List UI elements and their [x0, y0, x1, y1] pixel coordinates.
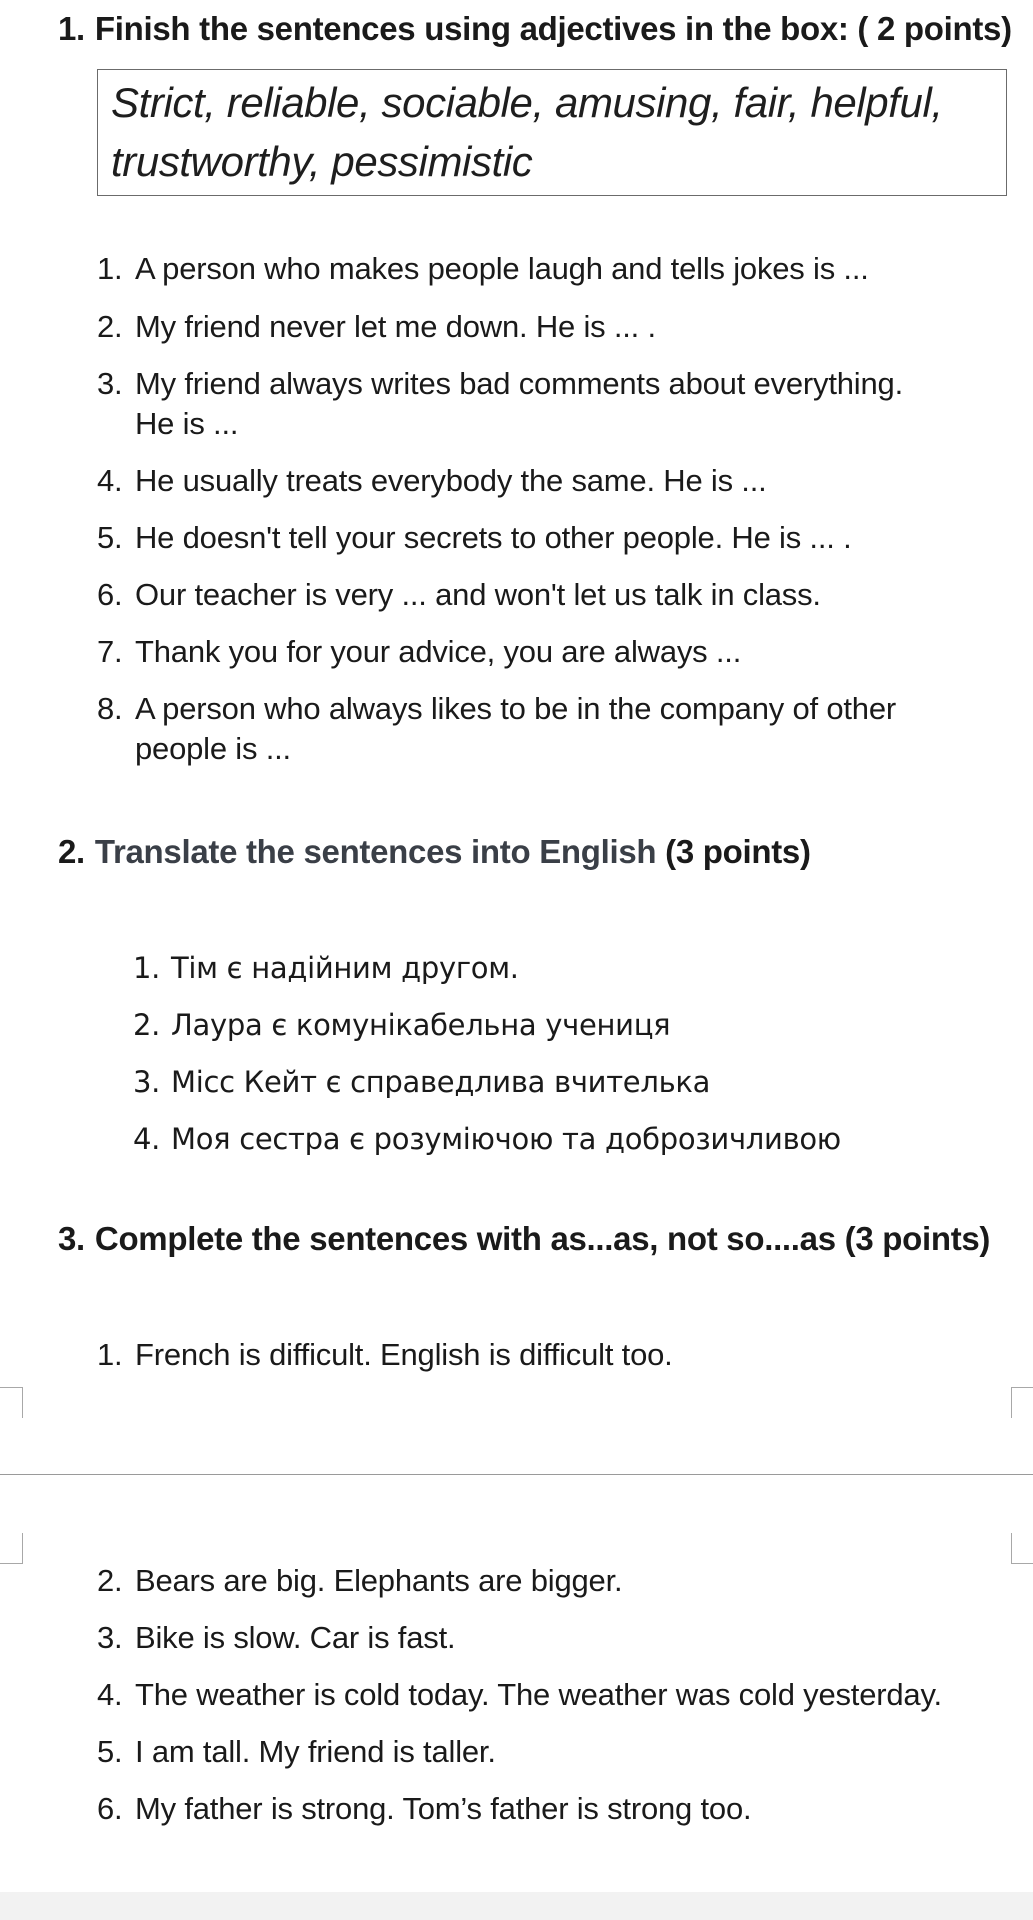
s3-item-4-number: 4. [97, 1677, 123, 1712]
s2-item-3 [133, 1062, 710, 1102]
s3-item-5-number: 5. [97, 1734, 123, 1769]
s3-item-5 [97, 1732, 496, 1772]
s3-item-1-number: 1. [97, 1337, 123, 1372]
s1-item-8-text-continued: people is ... [135, 731, 291, 766]
page-corner-mark-top-right [1011, 1387, 1033, 1418]
section-1-title: Finish the sentences using adjectives in the box: ( 2 points) [94, 10, 1012, 47]
section-2-title: Translate the sentences into English [94, 833, 657, 870]
s2-item-4-text: Моя сестра є розуміючою та доброзичливою [171, 1122, 841, 1156]
s2-item-2 [133, 1005, 670, 1045]
word-box-text: Strict, reliable, sociable, amusing, fair, helpful, trustworthy, pessimistic [111, 79, 943, 185]
s3-item-4 [97, 1675, 942, 1715]
s2-item-2-number: 2. [133, 1008, 161, 1042]
s3-item-4-text: The weather is cold today. The weather was cold yesterday. [135, 1677, 942, 1712]
s2-item-3-number: 3. [133, 1065, 161, 1099]
s3-item-6 [97, 1789, 751, 1829]
s3-item-2-text: Bears are big. Elephants are bigger. [135, 1563, 623, 1598]
page-break-divider [0, 1474, 1033, 1475]
s1-item-3 [97, 364, 903, 444]
s1-item-6-text: Our teacher is very ... and won't let us talk in class. [135, 577, 821, 612]
page-corner-mark-bottom-right [1011, 1533, 1033, 1564]
section-1-number: 1. [58, 10, 85, 47]
section-1-heading [58, 10, 1012, 48]
s2-item-2-text: Лаура є комунікабельна учениця [171, 1008, 671, 1042]
s3-item-6-number: 6. [97, 1791, 123, 1826]
s1-item-6 [97, 575, 821, 615]
s1-item-1-number: 1. [97, 251, 123, 286]
s1-item-7-text: Thank you for your advice, you are always ... [135, 634, 742, 669]
section-2-heading [58, 833, 811, 871]
page-bottom-band [0, 1892, 1033, 1920]
s1-item-2-number: 2. [97, 309, 123, 344]
page-corner-mark-top-left [0, 1387, 23, 1418]
s1-item-8-number: 8. [97, 691, 123, 726]
s1-item-3-text: My friend always writes bad comments about everything. [135, 366, 903, 401]
section-3-title: Complete the sentences with as...as, not so....as (3 points) [94, 1220, 991, 1257]
s1-item-1 [97, 249, 869, 289]
s1-item-3-text-continued: He is ... [135, 406, 239, 441]
s1-item-4-number: 4. [97, 463, 123, 498]
s2-item-1-number: 1. [133, 951, 161, 985]
s2-item-4 [133, 1119, 841, 1159]
s1-item-5 [97, 518, 852, 558]
s2-item-1-text: Тім є надійним другом. [171, 951, 519, 985]
s1-item-1-text: A person who makes people laugh and tells jokes is ... [135, 251, 869, 286]
section-3-number: 3. [58, 1220, 85, 1257]
s1-item-7 [97, 632, 741, 672]
page-corner-mark-bottom-left [0, 1533, 23, 1564]
s1-item-2 [97, 307, 656, 347]
s3-item-3-number: 3. [97, 1620, 123, 1655]
s3-item-3 [97, 1618, 455, 1658]
s3-item-2 [97, 1561, 622, 1601]
adjectives-word-box [97, 69, 1007, 196]
s1-item-5-number: 5. [97, 520, 123, 555]
section-2-points: (3 points) [665, 833, 811, 870]
s1-item-3-number: 3. [97, 366, 123, 401]
s2-item-4-number: 4. [133, 1122, 161, 1156]
s3-item-1-text: French is difficult. English is difficult too. [135, 1337, 673, 1372]
s1-item-8 [97, 689, 896, 769]
s3-item-1 [97, 1335, 673, 1375]
section-2-number: 2. [58, 833, 85, 870]
s1-item-2-text: My friend never let me down. He is ... . [135, 309, 656, 344]
section-3-heading [58, 1220, 990, 1258]
s3-item-5-text: I am tall. My friend is taller. [135, 1734, 496, 1769]
s2-item-3-text: Місс Кейт є справедлива вчителька [171, 1065, 711, 1099]
s2-item-1 [133, 948, 519, 988]
s3-item-2-number: 2. [97, 1563, 123, 1598]
s1-item-6-number: 6. [97, 577, 123, 612]
s1-item-8-text: A person who always likes to be in the company of other [135, 691, 896, 726]
s1-item-5-text: He doesn't tell your secrets to other people. He is ... . [135, 520, 852, 555]
s1-item-7-number: 7. [97, 634, 123, 669]
s1-item-4 [97, 461, 767, 501]
s1-item-4-text: He usually treats everybody the same. He is ... [135, 463, 767, 498]
s3-item-6-text: My father is strong. Tom’s father is strong too. [135, 1791, 752, 1826]
s3-item-3-text: Bike is slow. Car is fast. [135, 1620, 456, 1655]
